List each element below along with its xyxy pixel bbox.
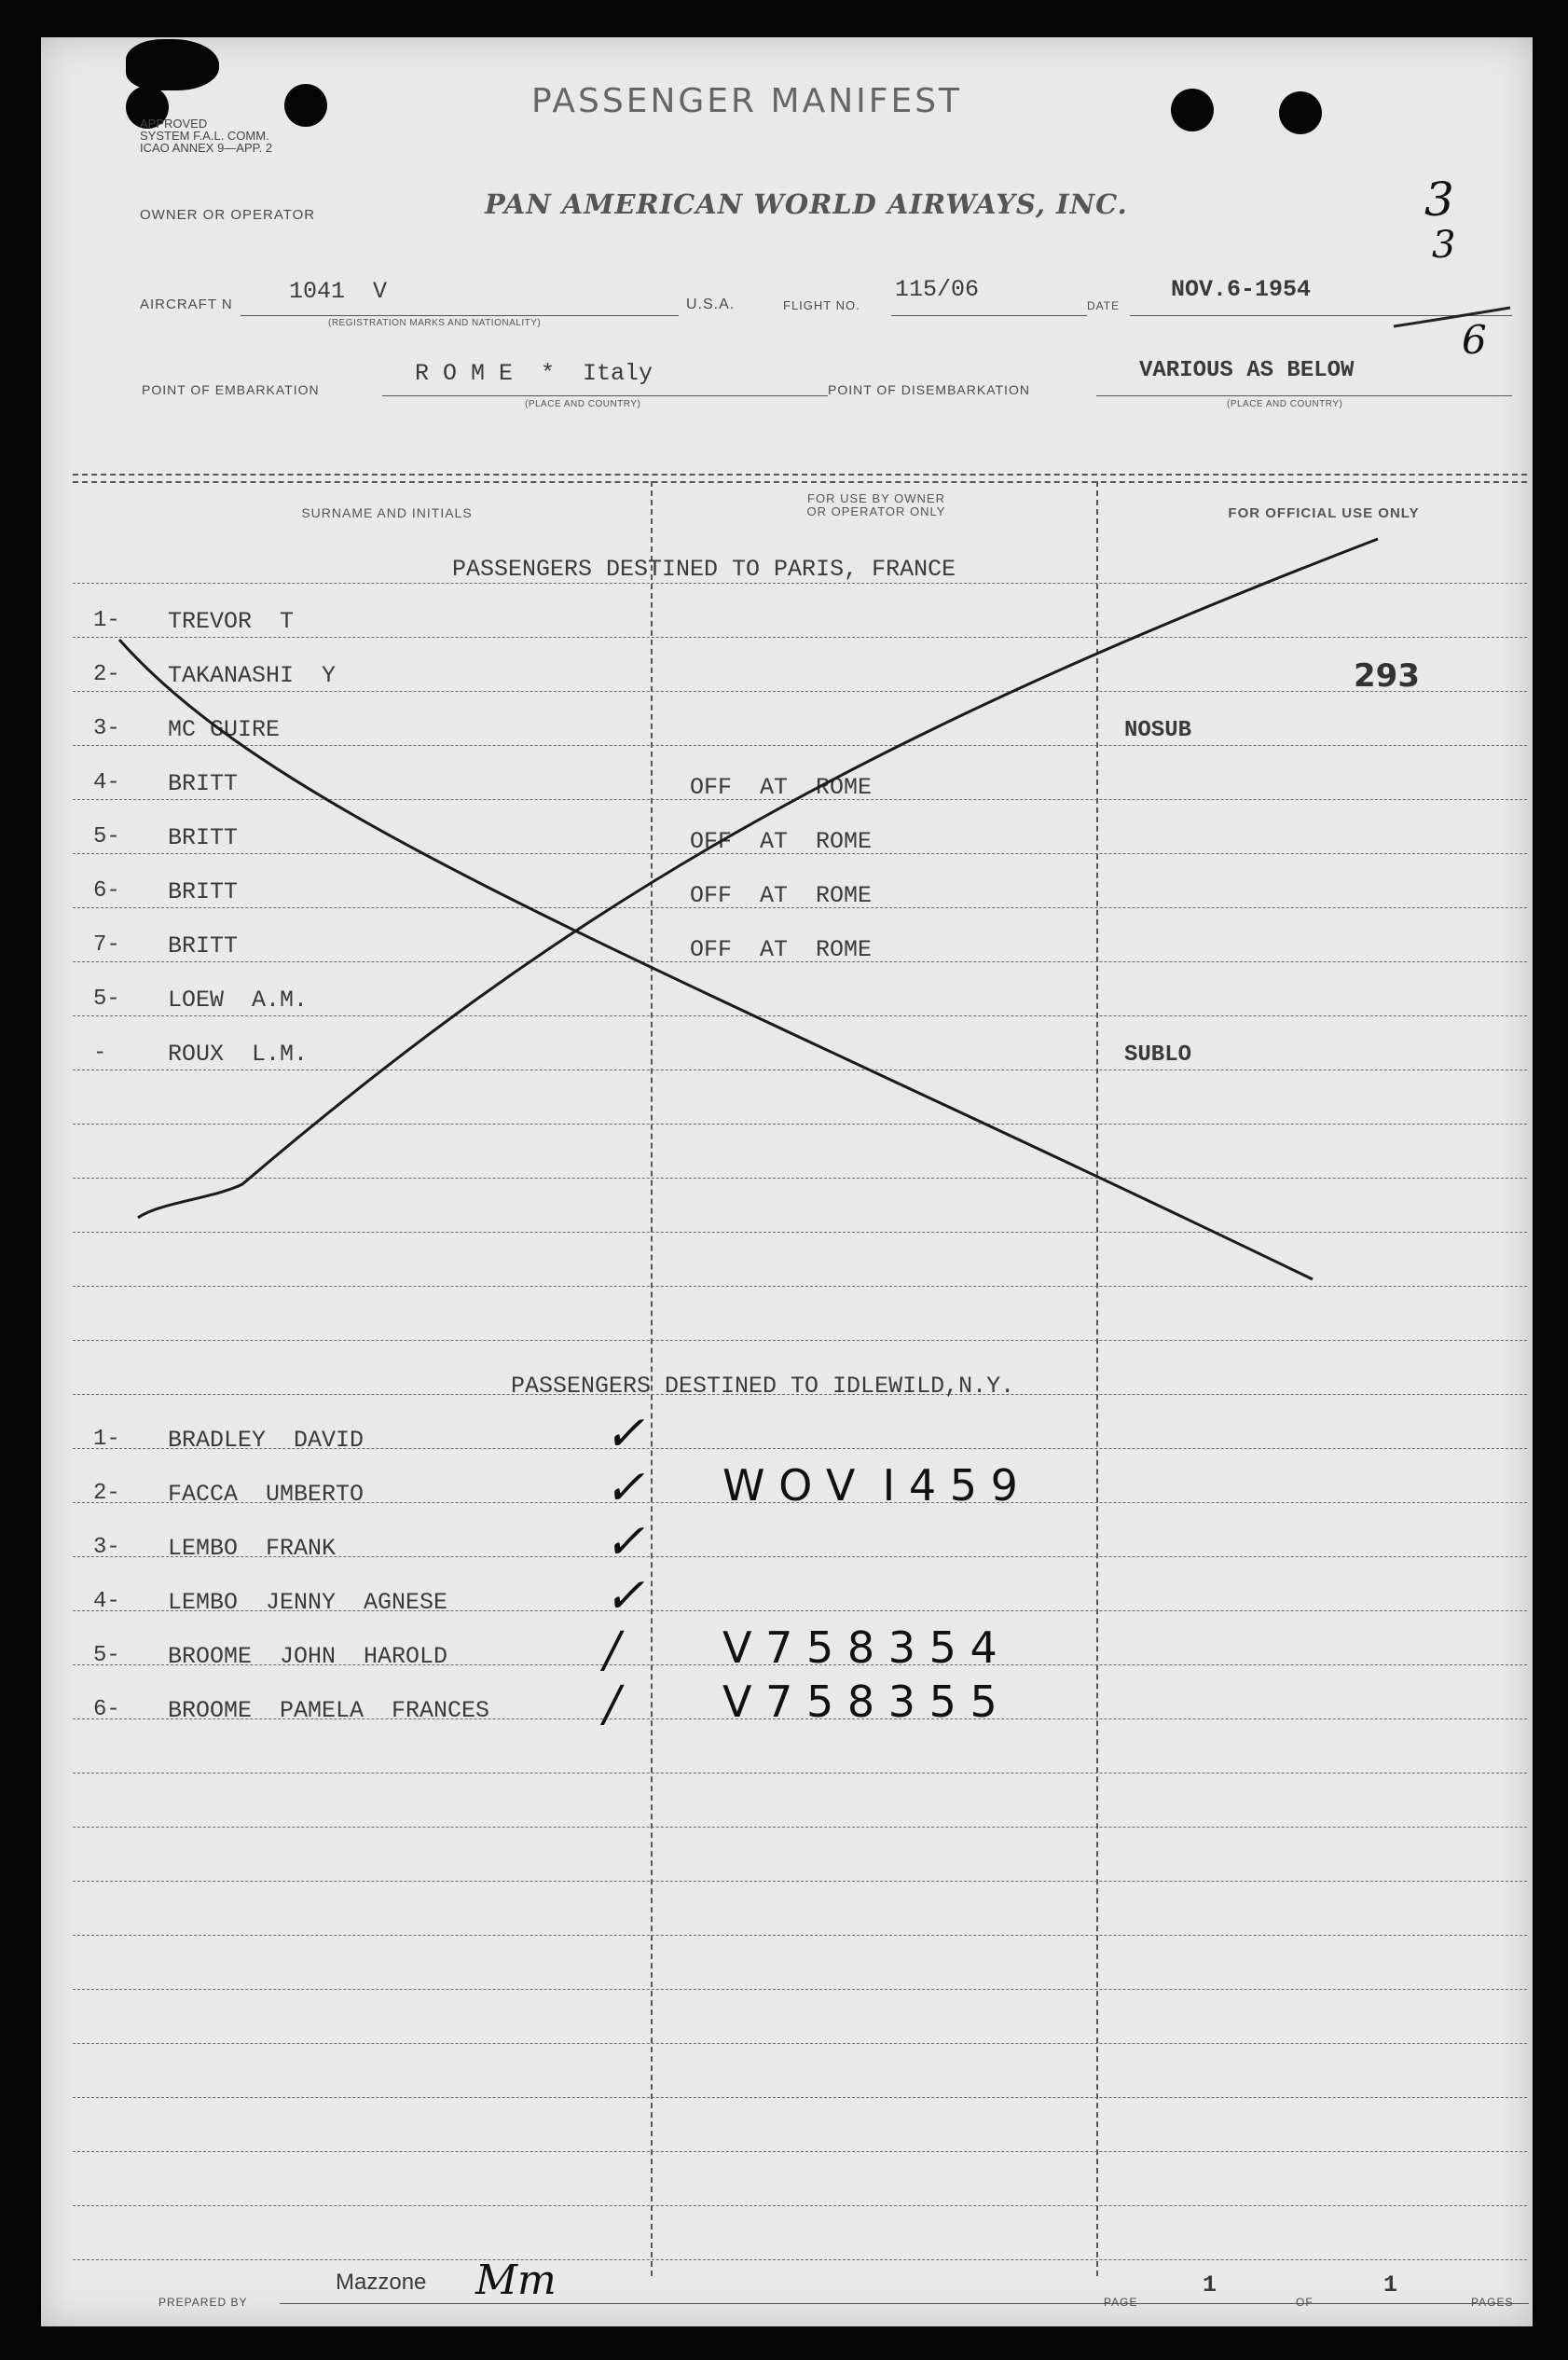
disembark-value: VARIOUS AS BELOW (1139, 358, 1355, 383)
passenger-name: BROOME PAMELA FRANCES (168, 1697, 490, 1724)
official-stamp-number: 293 (1354, 657, 1420, 695)
approval-note: APPROVED SYSTEM F.A.L. COMM. ICAO ANNEX 9—APP. 2 (140, 117, 273, 155)
row-number: 6- (93, 1697, 120, 1722)
handwritten-note: V 7 5 8 3 5 5 (722, 1677, 997, 1727)
registration-note: (REGISTRATION MARKS AND NATIONALITY) (328, 318, 542, 328)
passenger-name: LEMBO JENNY AGNESE (168, 1589, 448, 1616)
section-heading-idlewild: PASSENGERS DESTINED TO IDLEWILD,N.Y. (511, 1373, 1015, 1400)
column-header-surname: SURNAME AND INITIALS (301, 505, 473, 520)
flight-label: FLIGHT NO. (783, 298, 860, 312)
passenger-name: BRITT (168, 878, 239, 905)
row-number: 2- (93, 1481, 120, 1506)
check-mark: / (604, 1677, 621, 1732)
country-label: U.S.A. (686, 297, 736, 312)
page-label: PAGE (1104, 2296, 1138, 2309)
row-number: 5- (93, 1643, 120, 1668)
passenger-name: ROUX L.M. (168, 1041, 309, 1068)
row-number: 2- (93, 662, 120, 687)
check-mark: / (604, 1622, 621, 1678)
row-number: 5- (93, 987, 120, 1012)
aircraft-label: AIRCRAFT N (140, 297, 233, 312)
page-mark-top: 3 (1424, 173, 1454, 227)
date-value: NOV.6-1954 (1171, 276, 1312, 303)
flight-value: 115/06 (895, 276, 980, 303)
footer-rule (280, 2303, 1529, 2304)
preparer-signature: Mm (475, 2256, 557, 2304)
of-value: 1 (1383, 2271, 1398, 2298)
operator-note: OFF AT ROME (690, 882, 873, 909)
aircraft-value: 1041 V (289, 278, 388, 305)
passenger-name: TREVOR T (168, 608, 295, 635)
operator-name: PAN AMERICAN WORLD AIRWAYS, INC. (485, 188, 1128, 220)
row-number: 7- (93, 932, 120, 958)
page-mark-top-second: 3 (1432, 224, 1456, 267)
column-header-owner: FOR USE BY OWNER OR OPERATOR ONLY (806, 491, 946, 518)
check-mark: ✓ (604, 1460, 645, 1516)
official-note: SUBLO (1124, 1042, 1192, 1068)
check-mark: ✓ (604, 1514, 645, 1570)
passenger-name: FACCA UMBERTO (168, 1481, 364, 1508)
passenger-name: BRADLEY DAVID (168, 1427, 364, 1454)
passenger-name: LEMBO FRANK (168, 1535, 337, 1562)
of-label: OF (1296, 2296, 1314, 2309)
row-number: 1- (93, 1427, 120, 1452)
passenger-name: MC GUIRE (168, 716, 281, 743)
page-title: PASSENGER MANIFEST (531, 82, 963, 120)
official-note: NOSUB (1124, 718, 1192, 743)
disembark-label: POINT OF DISEMBARKATION (828, 382, 1030, 397)
passenger-name: BRITT (168, 770, 239, 797)
passenger-name: BROOME JOHN HAROLD (168, 1643, 448, 1670)
row-number: 6- (93, 878, 120, 904)
passenger-name: TAKANASHI Y (168, 662, 337, 689)
check-mark: ✓ (604, 1406, 645, 1462)
embark-note: (PLACE AND COUNTRY) (525, 399, 641, 409)
prepared-by-value: Mazzone (336, 2270, 427, 2295)
embark-label: POINT OF EMBARKATION (142, 382, 320, 397)
row-number: 3- (93, 716, 120, 741)
operator-note: OFF AT ROME (690, 936, 873, 963)
page-mark-side: 6 (1462, 317, 1487, 363)
handwritten-note: V 7 5 8 3 5 4 (722, 1622, 997, 1673)
row-number: - (93, 1041, 107, 1066)
row-number: 1- (93, 608, 120, 633)
row-number: 4- (93, 770, 120, 795)
page-value: 1 (1203, 2271, 1217, 2298)
passenger-name: BRITT (168, 824, 239, 851)
row-number: 5- (93, 824, 120, 849)
pages-label: PAGES (1471, 2296, 1514, 2309)
passenger-name: BRITT (168, 932, 239, 959)
handwritten-note: W O V I 4 5 9 (722, 1460, 1018, 1511)
check-mark: ✓ (604, 1568, 645, 1624)
section-heading-paris: PASSENGERS DESTINED TO PARIS, FRANCE (452, 556, 956, 583)
prepared-by-label: PREPARED BY (158, 2296, 248, 2309)
owner-label: OWNER OR OPERATOR (140, 207, 316, 223)
operator-note: OFF AT ROME (690, 774, 873, 801)
embark-value: R O M E * Italy (415, 360, 653, 387)
passenger-name: LOEW A.M. (168, 987, 309, 1014)
operator-note: OFF AT ROME (690, 828, 873, 855)
disembark-note: (PLACE AND COUNTRY) (1227, 399, 1343, 409)
row-number: 3- (93, 1535, 120, 1560)
row-number: 4- (93, 1589, 120, 1614)
column-header-official: FOR OFFICIAL USE ONLY (1228, 505, 1420, 521)
date-label: DATE (1087, 299, 1121, 312)
